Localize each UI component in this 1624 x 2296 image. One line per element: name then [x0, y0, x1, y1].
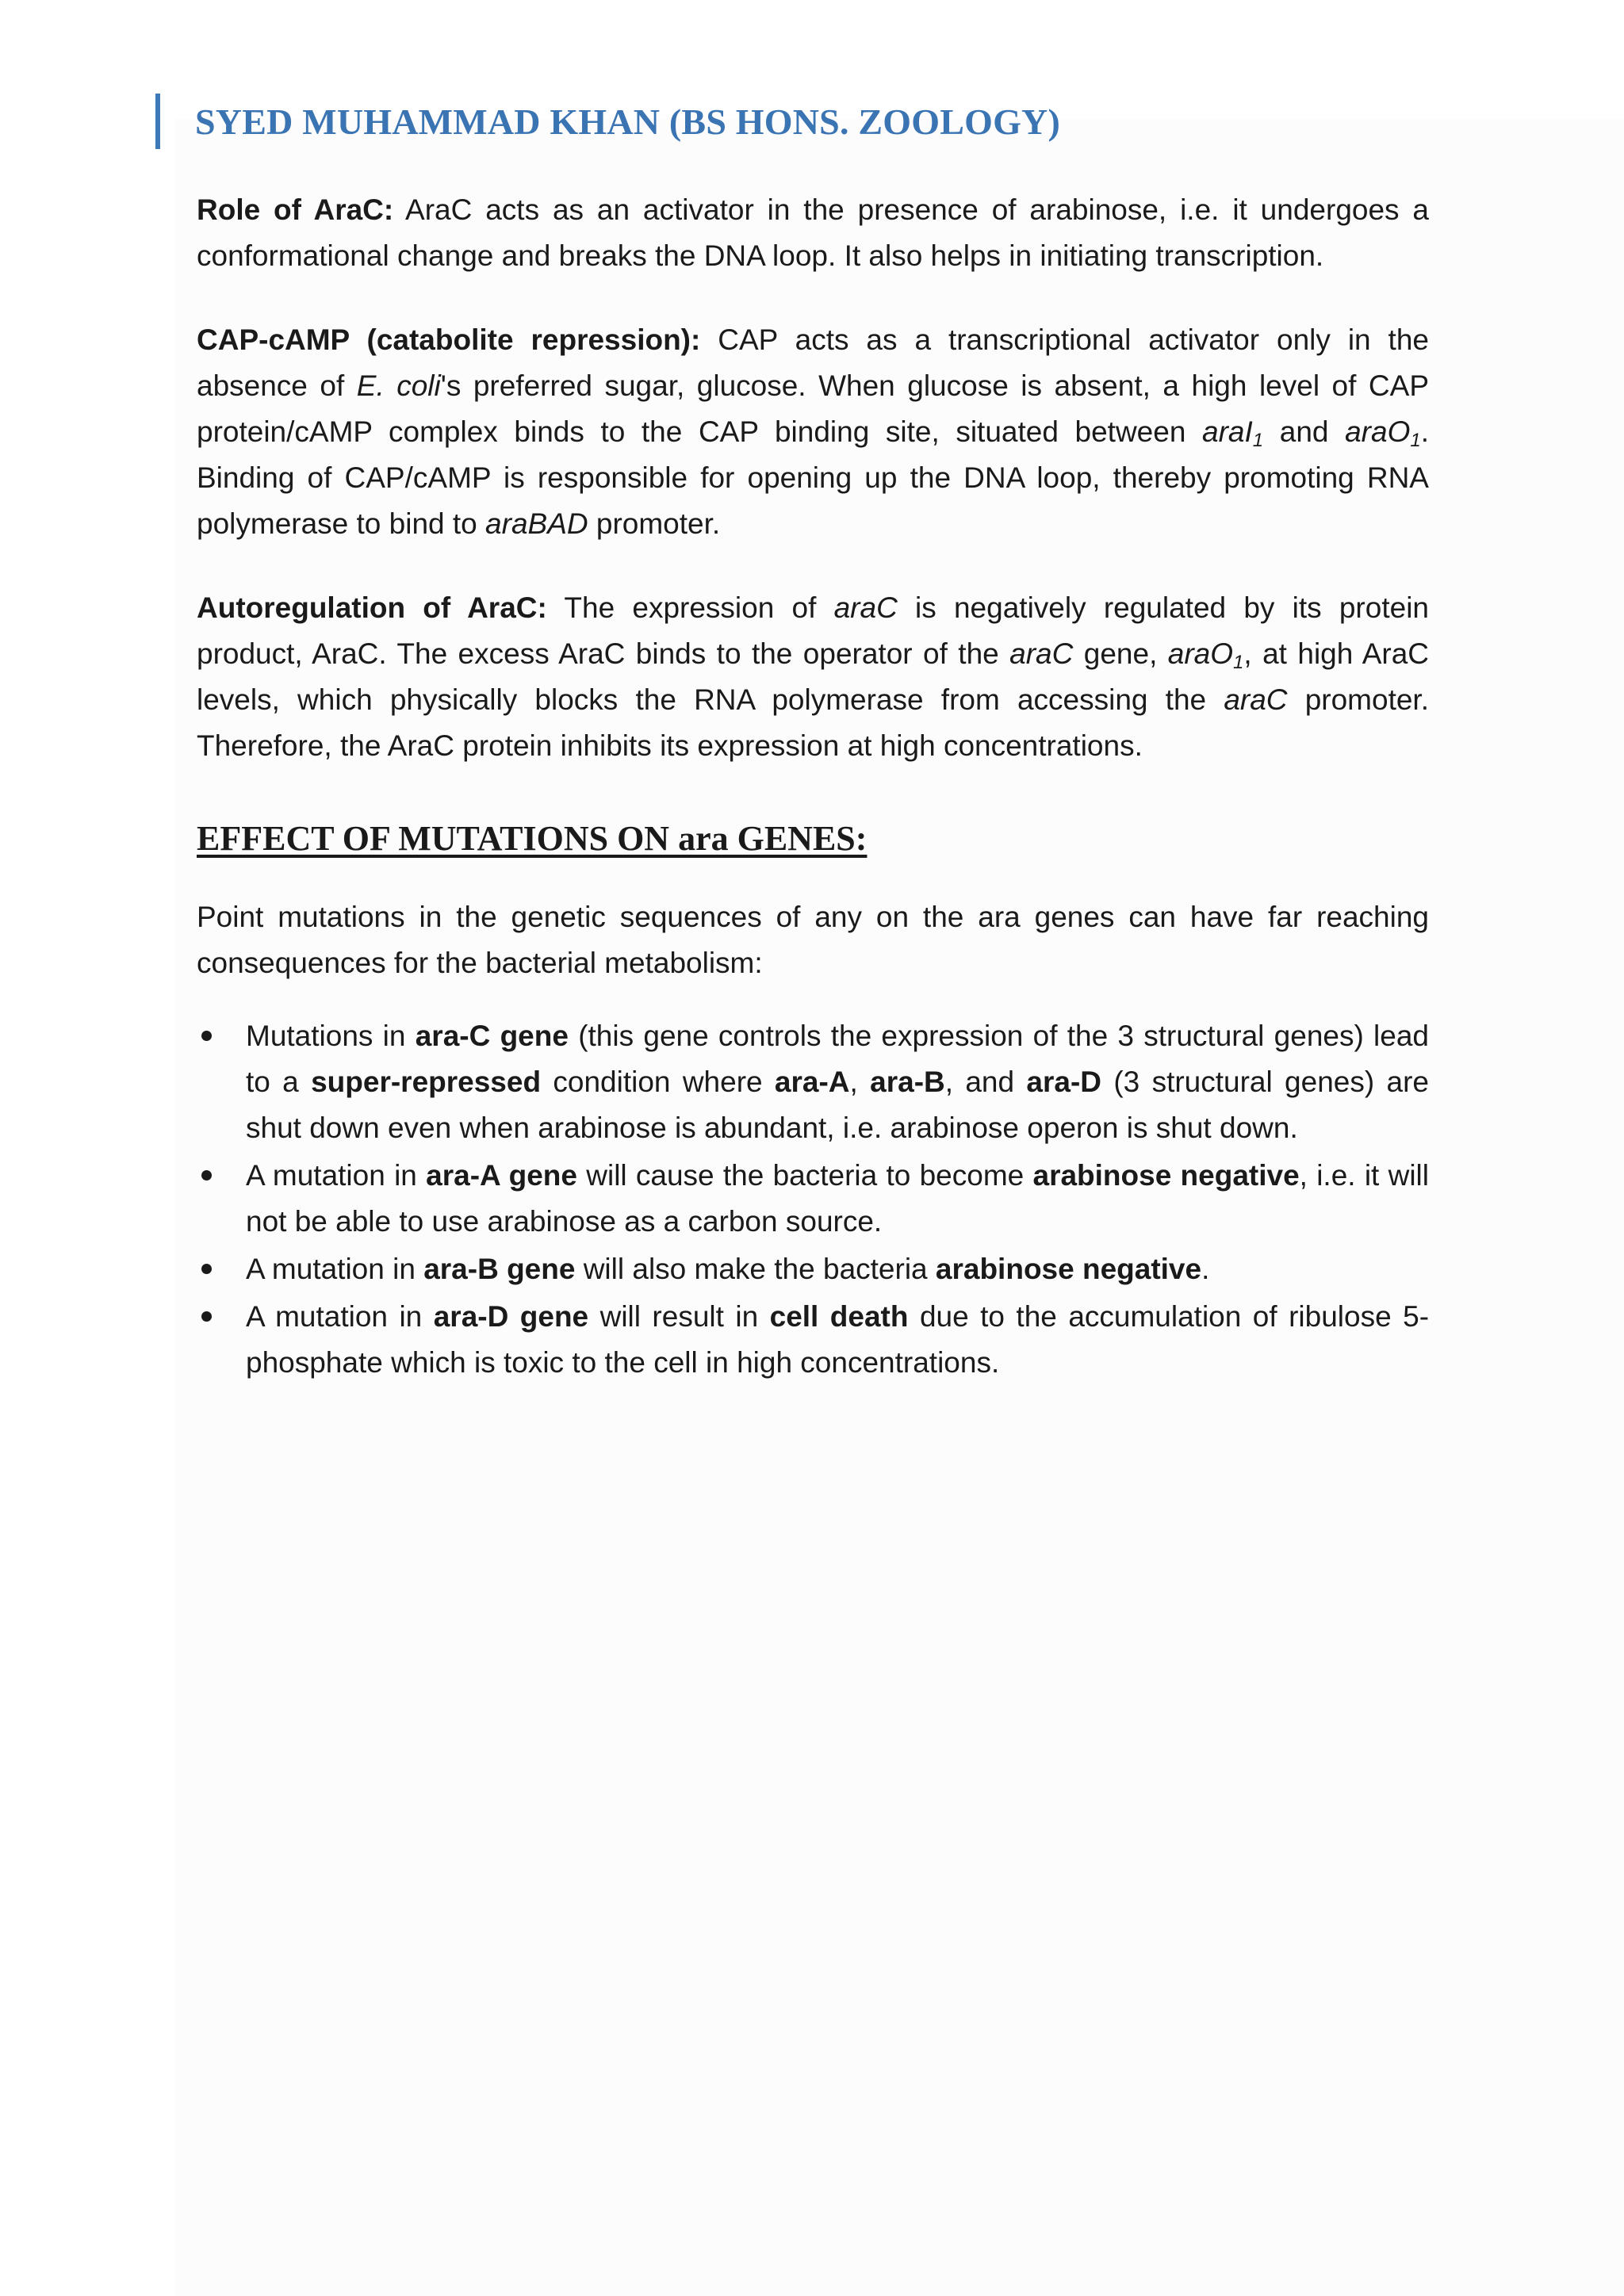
bullet-bold: arabinose negative	[935, 1253, 1202, 1285]
arac-italic-3: araC	[1224, 683, 1288, 716]
autoregulation-label: Autoregulation of AraC:	[197, 591, 547, 624]
bullet-text: condition where	[541, 1066, 775, 1098]
list-item	[197, 1013, 1429, 1151]
cap-camp-text-2: 's preferred sugar, glucose. When glucose is absent, a high level of CAP protein/cAMP complex binds to the CAP binding site, situated between	[197, 369, 1429, 448]
cap-camp-label: CAP-cAMP (catabolite repression):	[197, 323, 701, 356]
list-item	[197, 1153, 1429, 1245]
bullet-bold: ara-A	[774, 1066, 850, 1098]
bullet-bold: arabinose negative	[1032, 1159, 1300, 1192]
bullet-text: A mutation in	[246, 1159, 427, 1192]
autoregulation-text-3: gene,	[1073, 637, 1168, 670]
bullet-bold: ara-A gene	[426, 1159, 577, 1192]
role-of-arac-label: Role of AraC:	[197, 193, 394, 226]
bullet-text: , and	[944, 1066, 1027, 1098]
bullet-bold: ara-C gene	[415, 1020, 569, 1052]
arao1-term-2	[1167, 637, 1244, 673]
bullet-text: will cause the bacteria to become	[576, 1159, 1033, 1192]
bullet-icon	[201, 1170, 212, 1181]
list-item	[197, 1246, 1429, 1292]
bullet-icon	[201, 1031, 212, 1041]
bullet-text: (3 structural genes) are shut down even when arabinose is abundant, i.e. arabinose operon is shut down.	[246, 1066, 1429, 1144]
cap-camp-paragraph	[197, 317, 1429, 547]
arabad-italic: araBAD	[485, 507, 588, 540]
bullet-text: (this gene controls the expression of the 3 structural genes) lead to a	[246, 1020, 1429, 1098]
autoregulation-paragraph	[197, 585, 1429, 769]
arao1-term	[1345, 415, 1421, 451]
bullet-text: due to the accumulation of ribulose 5-phosphate which is toxic to the cell in high concentrations.	[246, 1300, 1430, 1379]
arai1-term	[1202, 415, 1264, 451]
bullet-text: .	[1201, 1253, 1210, 1285]
cap-camp-text-5: promoter.	[588, 507, 721, 540]
bullet-bold: ara-D gene	[433, 1300, 589, 1333]
autoregulation-text-1: The expression of	[546, 591, 834, 624]
bullet-text: , i.e. it will not be able to use arabinose as a carbon source.	[246, 1159, 1429, 1238]
role-of-arac-text: AraC acts as an activator in the presence of arabinose, i.e. it undergoes a conformational change and breaks the DNA loop. It also helps in initiating transcription.	[197, 193, 1430, 272]
bullet-bold: cell death	[769, 1300, 909, 1333]
bullet-bold: ara-B	[870, 1066, 945, 1098]
bullet-text: ,	[849, 1066, 871, 1098]
autoregulation-text-5: promoter. Therefore, the AraC protein inhibits its expression at high concentrations.	[197, 683, 1429, 762]
bullet-text: Mutations in	[246, 1020, 416, 1052]
mutations-bullet-list	[197, 1013, 1429, 1386]
ecoli-italic: E. coli	[356, 369, 441, 402]
arao-subscript: 1	[1410, 430, 1421, 451]
mutations-intro-paragraph: Point mutations in the genetic sequences of any on the ara genes can have far reaching consequences for the bacterial metabolism:	[197, 901, 1429, 979]
bullet-text: A mutation in	[246, 1253, 424, 1285]
header-title: SYED MUHAMMAD KHAN (BS HONS. ZOOLOGY)	[195, 101, 1060, 142]
bullet-text: will also make the bacteria	[575, 1253, 936, 1285]
bullet-bold: super-repressed	[311, 1066, 542, 1098]
cap-camp-text-4: . Binding of CAP/cAMP is responsible for opening up the DNA loop, thereby promoting RNA polymerase to bind to	[197, 415, 1429, 540]
document-body	[197, 187, 1429, 1387]
list-item	[197, 1294, 1429, 1386]
arao-text-2: araO	[1167, 637, 1234, 670]
page-header	[155, 94, 1060, 149]
autoregulation-text-2: is negatively regulated by its protein product, AraC. The excess AraC binds to the operator of the	[197, 591, 1429, 670]
autoregulation-text-4: , at high AraC levels, which physically blocks the RNA polymerase from accessing the	[197, 637, 1429, 716]
role-of-arac-paragraph	[197, 187, 1429, 279]
arao-subscript-2: 1	[1233, 652, 1244, 673]
bullet-icon	[201, 1264, 212, 1274]
cap-camp-text-1: CAP acts as a transcriptional activator only in the absence of	[197, 323, 1429, 402]
cap-camp-text-3: and	[1263, 415, 1346, 448]
arai-subscript: 1	[1252, 430, 1264, 451]
arao-text: araO	[1345, 415, 1411, 448]
arai-text: araI	[1202, 415, 1253, 448]
bullet-bold: ara-B gene	[423, 1253, 576, 1285]
bullet-bold: ara-D	[1026, 1066, 1102, 1098]
bullet-text: will result in	[588, 1300, 770, 1333]
bullet-text: A mutation in	[246, 1300, 434, 1333]
arac-italic-1: araC	[833, 591, 898, 624]
arac-italic-2: araC	[1009, 637, 1074, 670]
mutations-section-heading: EFFECT OF MUTATIONS ON ara GENES:	[197, 819, 868, 858]
bullet-icon	[201, 1311, 212, 1322]
